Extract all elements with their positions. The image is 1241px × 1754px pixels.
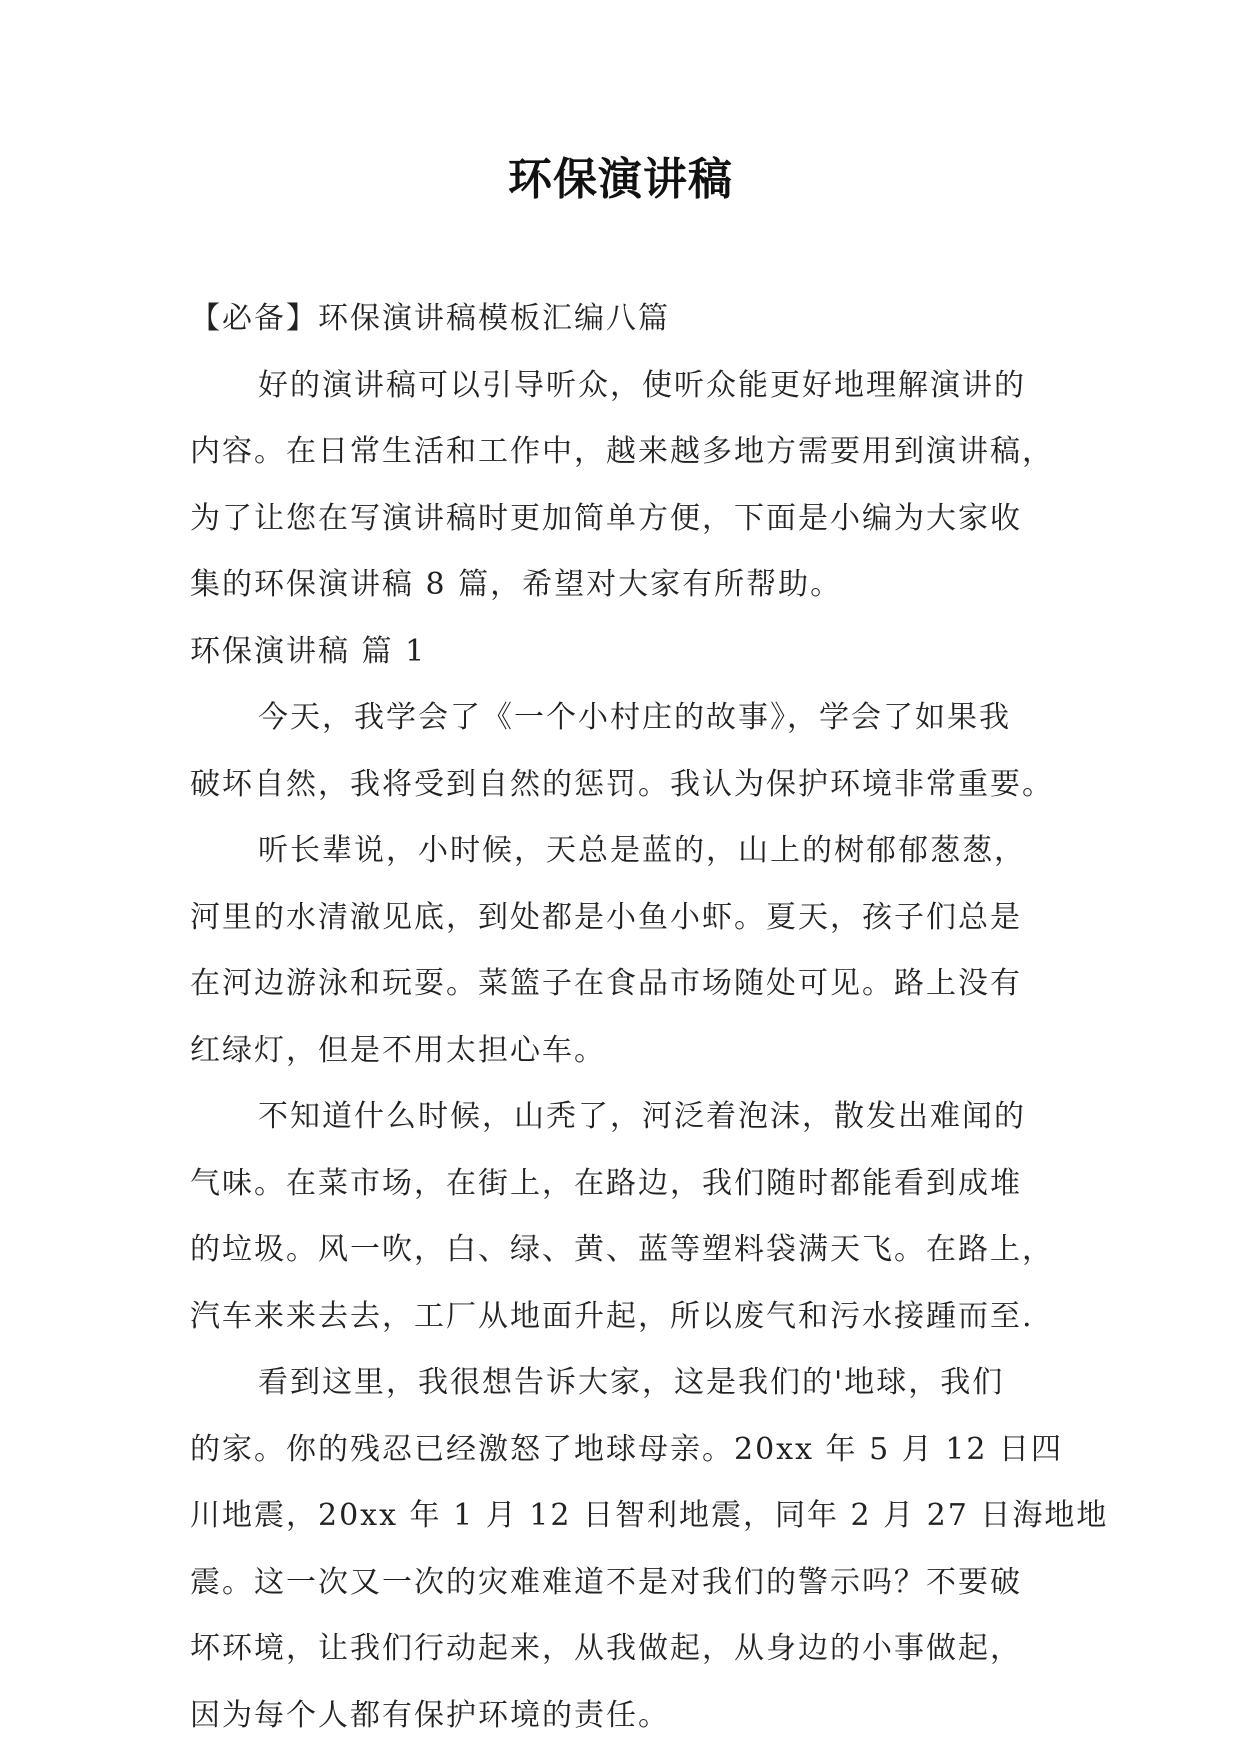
paragraph-line: 气味。在菜市场，在街上，在路边，我们随时都能看到成堆	[190, 1165, 1022, 1201]
paragraph-line: 震。这一次又一次的灾难难道不是对我们的警示吗？不要破	[190, 1564, 1022, 1600]
paragraph-line: 破坏自然，我将受到自然的惩罚。我认为保护环境非常重要。	[190, 766, 1054, 802]
paragraph-line: 在河边游泳和玩耍。菜篮子在食品市场随处可见。路上没有	[190, 966, 1022, 1001]
paragraph-line: 河里的水清澈见底，到处都是小鱼小虾。夏天，孩子们总是	[190, 899, 1022, 935]
paragraph-line: 红绿灯，但是不用太担心车。	[190, 1032, 606, 1068]
paragraph-line: 川地震，20xx 年 1 月 12 日智利地震，同年 2 月 27 日海地地	[190, 1498, 1109, 1533]
paragraph-line: 听长辈说，小时候，天总是蓝的，山上的树郁郁葱葱，	[258, 833, 1026, 868]
paragraph-line: 好的演讲稿可以引导听众，使听众能更好地理解演讲的	[258, 367, 1026, 403]
paragraph-line: 因为每个人都有保护环境的责任。	[190, 1697, 670, 1733]
paragraph-line: 内容。在日常生活和工作中，越来越多地方需要用到演讲稿，	[190, 434, 1054, 469]
paragraph-line: 的家。你的残忍已经激怒了地球母亲。20xx 年 5 月 12 日四	[190, 1431, 1063, 1467]
paragraph-line: 为了让您在写演讲稿时更加简单方便，下面是小编为大家收	[190, 500, 1022, 536]
paragraph-line: 坏环境，让我们行动起来，从我做起，从身边的小事做起，	[190, 1631, 1022, 1666]
paragraph-line: 汽车来来去去，工厂从地面升起，所以废气和污水接踵而至.	[190, 1298, 1034, 1334]
paragraph-line: 看到这里，我很想告诉大家，这是我们的'地球，我们	[258, 1365, 1005, 1400]
document-title: 环保演讲稿	[508, 154, 733, 205]
subtitle-line: 【必备】环保演讲稿模板汇编八篇	[190, 301, 670, 336]
document-body	[190, 286, 1109, 1749]
paragraph-line: 不知道什么时候，山秃了，河泛着泡沫，散发出难闻的	[258, 1099, 1026, 1134]
paragraph-line: 今天，我学会了《一个小村庄的故事》，学会了如果我	[258, 700, 1011, 735]
paragraph-line: 的垃圾。风一吹，白、绿、黄、蓝等塑料袋满天飞。在路上，	[190, 1232, 1054, 1267]
section-heading: 环保演讲稿 篇 1	[190, 633, 427, 669]
paragraph-line: 集的环保演讲稿 8 篇，希望对大家有所帮助。	[190, 567, 843, 602]
